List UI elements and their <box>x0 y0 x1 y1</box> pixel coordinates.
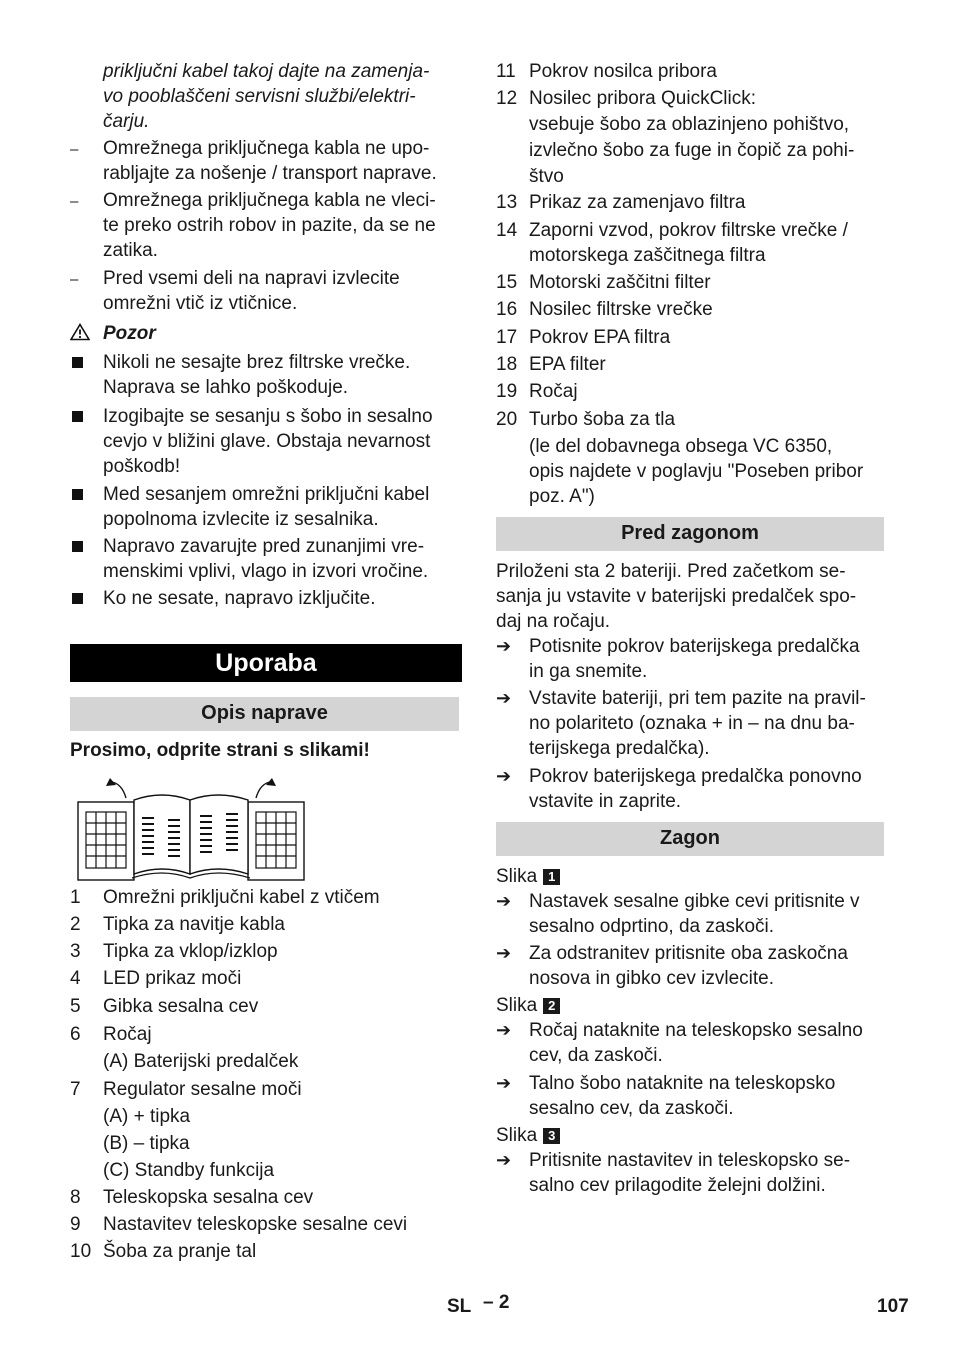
list-item: 20 Turbo šoba za tla (le del dobavnega obsega VC 6350, opis najdete v poglavju "Poseben pribor poz. A") <box>496 409 864 507</box>
step-item: ➔ Nastavek sesalne gibke cevi pritisnite v sesalno odprtino, da zaskoči. <box>496 891 860 937</box>
square-bullet <box>72 489 83 500</box>
figure-label: Slika 1 <box>496 864 884 889</box>
step-item: ➔ Potisnite pokrov baterijskega predalčka in ga snemite. <box>496 636 860 682</box>
section-heading-pred-zagonom: Pred zagonom <box>496 517 884 551</box>
list-item: Omrežnega priključnega kabla ne upo- rabljajte za nošenje / transport naprave. <box>103 138 437 184</box>
list-item: 3 Tipka za vklop/izklop <box>70 941 278 962</box>
square-bullet <box>72 541 83 552</box>
step-item: ➔ Za odstranitev pritisnite oba zaskočna nosova in gibko cev izvlecite. <box>496 943 848 989</box>
list-item: Izogibajte se sesanju s šobo in sesalno cevjo v bližini glave. Obstaja nevarnost poškodb! <box>70 404 462 479</box>
list-item: Omrežnega priključnega kabla ne vleci- te preko ostrih robov in pazite, da se ne zatika. <box>103 190 436 261</box>
figure-number-badge: 3 <box>543 1128 560 1144</box>
square-bullet <box>72 411 83 422</box>
list-item: 17 Pokrov EPA filtra <box>496 327 671 348</box>
arrow-right-icon: ➔ <box>496 688 512 708</box>
figure-number-badge: 2 <box>543 998 560 1014</box>
list-item: Nikoli ne sesajte brez filtrske vrečke. Naprava se lahko poškoduje. <box>70 350 462 400</box>
arrow-right-icon: ➔ <box>496 1073 512 1093</box>
list-item: 19 Ročaj <box>496 381 578 402</box>
list-item: 18 EPA filter <box>496 354 606 375</box>
list-item: 16 Nosilec filtrske vrečke <box>496 299 713 320</box>
list-item: 6 Ročaj (A) Baterijski predalček <box>70 1024 299 1072</box>
arrow-right-icon: ➔ <box>496 1020 512 1040</box>
list-item: 4 LED prikaz moči <box>70 968 242 989</box>
list-item: 5 Gibka sesalna cev <box>70 996 259 1017</box>
section-heading-zagon: Zagon <box>496 822 884 856</box>
list-item: 1 Omrežni priključni kabel z vtičem <box>70 887 380 908</box>
footer-language: SL <box>447 1296 472 1317</box>
list-item: 11 Pokrov nosilca pribora <box>496 61 717 82</box>
subsection-heading-opis: Opis naprave <box>70 697 459 731</box>
intro-text: priključni kabel takoj dajte na zamenja- vo pooblaščeni servisni službi/elektri- čarju. <box>103 61 430 132</box>
section-heading-uporaba: Uporaba <box>70 644 462 682</box>
step-item: ➔ Ročaj nataknite na teleskopsko sesalno cev, da zaskoči. <box>496 1020 863 1066</box>
list-item: 7 Regulator sesalne moči (A) + tipka (B) – tipka (C) Standby funkcija <box>70 1079 302 1181</box>
step-item: ➔ Pritisnite nastavitev in teleskopsko se- salno cev prilagodite želejni dolžini. <box>496 1150 851 1196</box>
page-number: 107 <box>877 1296 909 1317</box>
caution-heading: Pozor <box>70 321 462 346</box>
list-item: 10 Šoba za pranje tal <box>70 1241 257 1262</box>
arrow-right-icon: ➔ <box>496 636 512 656</box>
figure-label: Slika 2 <box>496 993 884 1018</box>
square-bullet <box>72 357 83 368</box>
list-item: Ko ne sesate, napravo izključite. <box>70 586 462 611</box>
square-bullet <box>72 593 83 604</box>
open-pages-note: Prosimo, odprite strani s slikami! <box>70 740 370 761</box>
list-item: 8 Teleskopska sesalna cev <box>70 1187 314 1208</box>
step-item: ➔ Vstavite bateriji, pri tem pazite na pravil- no polariteto (oznaka + in – na dnu ba- terijskega predalčka). <box>496 688 866 759</box>
list-item: Pred vsemi deli na napravi izvlecite omrežni vtič iz vtičnice. <box>103 268 400 314</box>
list-item: 15 Motorski zaščitni filter <box>496 272 711 293</box>
list-item: 9 Nastavitev teleskopske sesalne cevi <box>70 1214 408 1235</box>
step-item: ➔ Pokrov baterijskega predalčka ponovno vstavite in zaprite. <box>496 766 862 812</box>
open-book-illustration-icon <box>76 776 308 884</box>
list-item: Napravo zavarujte pred zunanjimi vre- menskimi vplivi, vlago in izvori vročine. <box>70 534 462 584</box>
list-item: 14 Zaporni vzvod, pokrov filtrske vrečke / motorskega zaščitnega filtra <box>496 220 848 266</box>
arrow-right-icon: ➔ <box>496 943 512 963</box>
arrow-right-icon: ➔ <box>496 1150 512 1170</box>
before-start-text: Priloženi sta 2 bateriji. Pred začetkom se- sanja ju vstavite v baterijski predalček spo- daj na ročaju. <box>496 561 857 632</box>
list-item: 13 Prikaz za zamenjavo filtra <box>496 192 746 213</box>
list-item: Med sesanjem omrežni priključni kabel popolnoma izvlecite iz sesalnika. <box>70 482 462 532</box>
figure-label: Slika 3 <box>496 1123 884 1148</box>
list-item: 12 Nosilec pribora QuickClick: vsebuje šobo za oblazinjeno pohištvo, izvlečno šobo za fuge in čopič za pohi- štvo <box>496 88 855 187</box>
arrow-right-icon: ➔ <box>496 891 512 911</box>
step-item: ➔ Talno šobo nataknite na teleskopsko sesalno cev, da zaskoči. <box>496 1073 836 1119</box>
footer-section-number: – 2 <box>483 1292 510 1313</box>
list-item: 2 Tipka za navitje kabla <box>70 914 286 935</box>
arrow-right-icon: ➔ <box>496 766 512 786</box>
figure-number-badge: 1 <box>543 869 560 885</box>
warning-triangle-icon <box>70 323 90 341</box>
